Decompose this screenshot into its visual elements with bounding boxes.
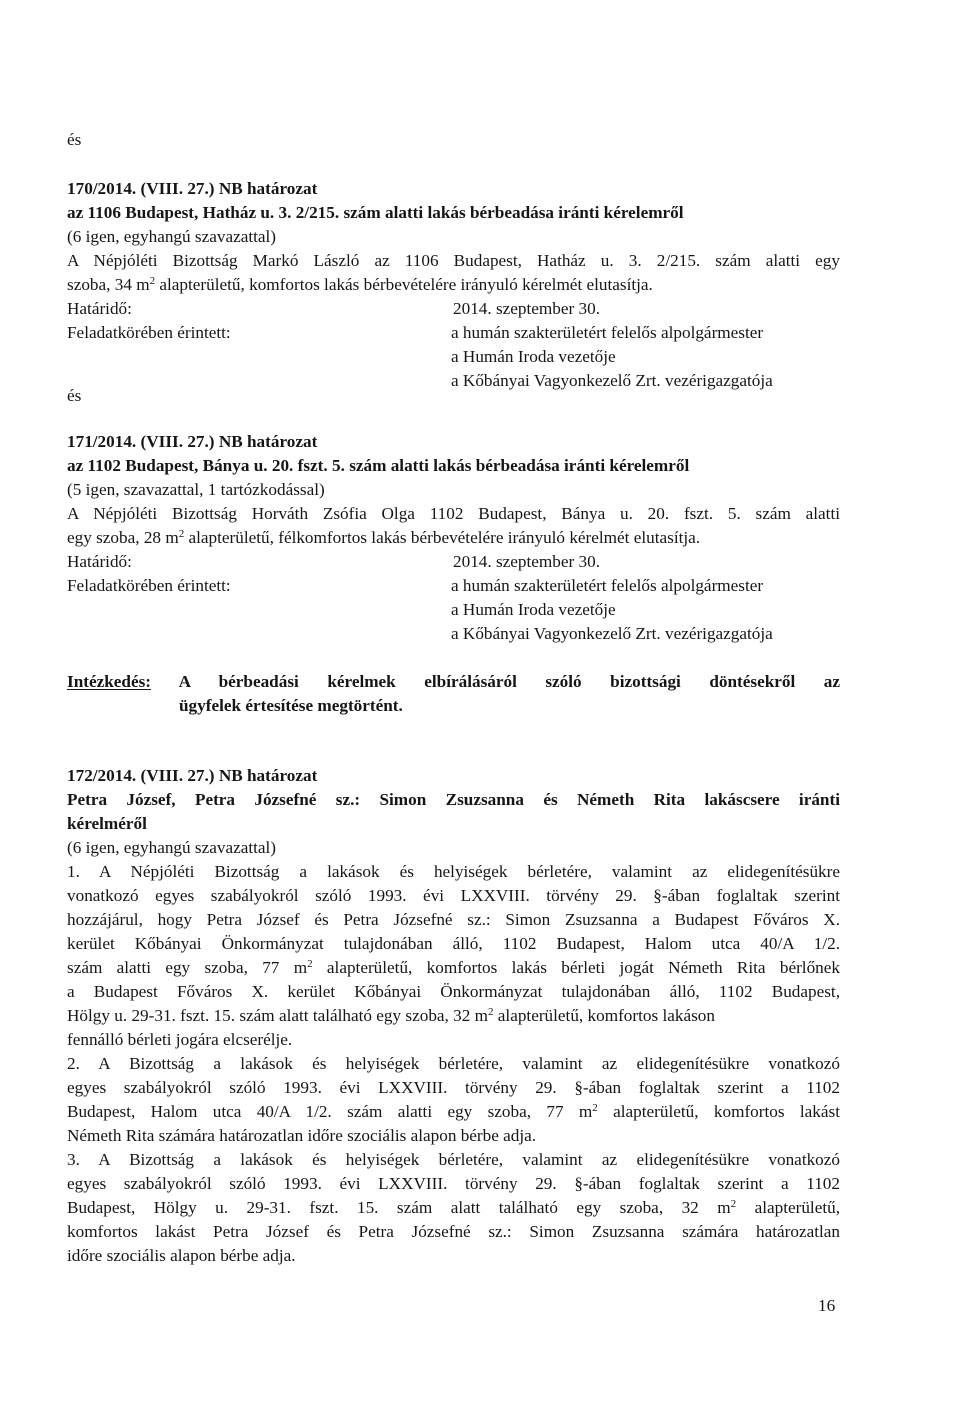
responsible-label-171: Feladatkörében érintett: [67,576,231,595]
paragraph-1-line: vonatkozó egyes szabályokról szóló 1993. évi LXXVIII. törvény 29. §-ában foglaltak szerint [67,886,840,905]
page-number: 16 [818,1296,836,1315]
resolution-title-170: 170/2014. (VIII. 27.) NB határozat [67,179,318,198]
measure-label: Intézkedés: [67,672,152,691]
responsible-170-3: a Kőbányai Vagyonkezelő Zrt. vezérigazgatója [451,371,773,390]
paragraph-2-line: Németh Rita számára határozatlan időre szociális alapon bérbe adja. [67,1126,537,1145]
deadline-label-170: Határidő: [67,299,132,318]
paragraph-3-line: Budapest, Hölgy u. 29-31. fszt. 15. szám alatt található egy szoba, 32 $m^2$ alapterületű, [67,1198,840,1217]
resolution-title-171: 171/2014. (VIII. 27.) NB határozat [67,432,318,451]
paragraph-3-line: időre szociális alapon bérbe adja. [67,1246,296,1265]
resolution-subject-172-line1: Petra József, Petra Józsefné sz.: Simon Zsuzsanna és Németh Rita lakáscsere iránti [67,790,840,809]
vote-171: (5 igen, szavazattal, 1 tartózkodással) [67,480,325,499]
paragraph-2-line: Budapest, Halom utca 40/A 1/2. szám alatti egy szoba, 77 $m^2$ alapterületű, komfortos lakást [67,1102,840,1121]
conjunction-and: és [67,386,82,405]
paragraph-1-line: Hölgy u. 29-31. fszt. 15. szám alatt található egy szoba, 32 $m^2$ alapterületű, komfortos lakáson [67,1006,715,1025]
conjunction-and: és [67,130,82,149]
paragraph-3-line: 3. A Bizottság a lakások és helyiségek bérletére, valamint az elidegenítésükre vonatkozó [67,1150,840,1169]
deadline-label-171: Határidő: [67,552,132,571]
paragraph-1-line: 1. A Népjóléti Bizottság a lakások és helyiségek bérletére, valamint az elidegenítésükre [67,862,840,881]
resolution-subject-170: az 1106 Budapest, Hatház u. 3. 2/215. szám alatti lakás bérbeadása iránti kérelemről [67,203,684,222]
measure-line2: ügyfelek értesítése megtörtént. [179,696,403,715]
resolution-text-170-line1: A Népjóléti Bizottság Markó László az 1106 Budapest, Hatház u. 3. 2/215. szám alatti egy [67,251,840,270]
deadline-value-171: 2014. szeptember 30. [453,552,601,571]
responsible-171-2: a Humán Iroda vezetője [451,600,616,619]
resolution-title-172: 172/2014. (VIII. 27.) NB határozat [67,766,318,785]
paragraph-1-line: fennálló bérleti jogára elcserélje. [67,1030,293,1049]
measure-line1: Intézkedés: A bérbeadási kérelmek elbírálásáról szóló bizottsági döntésekről az [67,672,841,691]
paragraph-1-line: szám alatti egy szoba, 77 $m^2$ alapterületű, komfortos lakás bérleti jogát Németh Rita bérlőnek [67,958,840,977]
resolution-text-171-line1: A Népjóléti Bizottság Horváth Zsófia Olga 1102 Budapest, Bánya u. 20. fszt. 5. szám alatti [67,504,840,523]
deadline-value-170: 2014. szeptember 30. [453,299,601,318]
paragraph-1-line: kerület Kőbányai Önkormányzat tulajdonában álló, 1102 Budapest, Halom utca 40/A 1/2. [67,934,840,953]
resolution-subject-171: az 1102 Budapest, Bánya u. 20. fszt. 5. szám alatti lakás bérbeadása iránti kérelemről [67,456,690,475]
vote-172: (6 igen, egyhangú szavazattal) [67,838,277,857]
responsible-171-3: a Kőbányai Vagyonkezelő Zrt. vezérigazgatója [451,624,773,643]
paragraph-2-line: 2. A Bizottság a lakások és helyiségek bérletére, valamint az elidegenítésükre vonatkozó [67,1054,840,1073]
paragraph-1-line: a Budapest Főváros X. kerület Kőbányai Önkormányzat tulajdonában álló, 1102 Budapest, [67,982,840,1001]
resolution-subject-172-line2: kérelméről [67,814,147,833]
paragraph-2-line: egyes szabályokról szóló 1993. évi LXXVIII. törvény 29. §-ában foglaltak szerint a 1102 [67,1078,840,1097]
responsible-label-170: Feladatkörében érintett: [67,323,231,342]
vote-170: (6 igen, egyhangú szavazattal) [67,227,277,246]
paragraph-3-line: komfortos lakást Petra József és Petra Józsefné sz.: Simon Zsuzsanna számára határozatlan [67,1222,840,1241]
responsible-171-1: a humán szakterületért felelős alpolgármester [451,576,764,595]
responsible-170-2: a Humán Iroda vezetője [451,347,616,366]
paragraph-1-line: hozzájárul, hogy Petra József és Petra Józsefné sz.: Simon Zsuzsanna a Budapest Főváros X. [67,910,840,929]
responsible-170-1: a humán szakterületért felelős alpolgármester [451,323,764,342]
resolution-text-170-line2: szoba, 34 $m^2$ alapterületű, komfortos lakás bérbevételére irányuló kérelmét elutasítja. [67,275,653,294]
paragraph-3-line: egyes szabályokról szóló 1993. évi LXXVIII. törvény 29. §-ában foglaltak szerint a 1102 [67,1174,840,1193]
resolution-text-171-line2: egy szoba, 28 $m^2$ alapterületű, félkomfortos lakás bérbevételére irányuló kérelmét elutasítja. [67,528,701,547]
